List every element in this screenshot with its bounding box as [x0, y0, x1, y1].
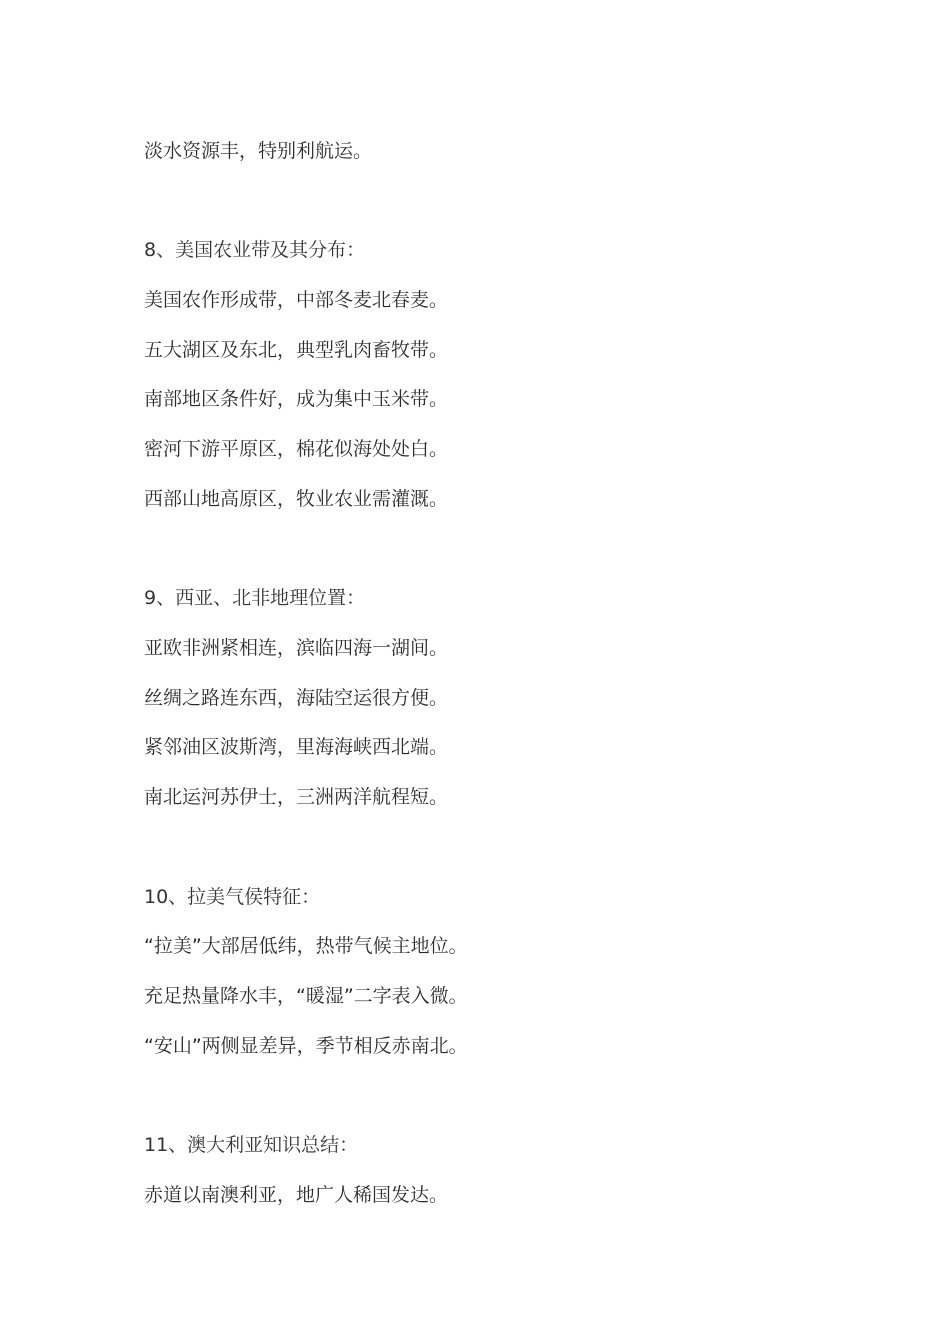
section-heading-10: 10、拉美气侯特征：	[144, 886, 321, 908]
verse-line: 赤道以南澳利亚，地广人稀国发达。	[144, 1184, 449, 1206]
verse-line: 充足热量降水丰，“暖湿”二字表入微。	[144, 985, 468, 1007]
verse-line: 南部地区条件好，成为集中玉米带。	[144, 388, 449, 410]
section-heading-11: 11、澳大利亚知识总结：	[144, 1134, 359, 1156]
verse-line: 西部山地高原区，牧业农业需灌溉。	[144, 488, 449, 510]
verse-line: 美国农作形成带，中部冬麦北春麦。	[144, 289, 449, 311]
section-heading-9: 9、西亚、北非地理位置：	[144, 587, 366, 609]
verse-line: 密河下游平原区，棉花似海处处白。	[144, 438, 449, 460]
verse-line: “安山”两侧显差异，季节相反赤南北。	[144, 1035, 468, 1057]
verse-line: 南北运河苏伊士，三洲两洋航程短。	[144, 786, 449, 808]
section-heading-8: 8、美国农业带及其分布：	[144, 239, 366, 261]
verse-line: 五大湖区及东北，典型乳肉畜牧带。	[144, 339, 449, 361]
verse-line: 紧邻油区波斯湾，里海海峡西北端。	[144, 736, 449, 758]
verse-line: 亚欧非洲紧相连，滨临四海一湖间。	[144, 637, 449, 659]
lead-line: 淡水资源丰，特别利航运。	[144, 140, 373, 162]
verse-line: “拉美”大部居低纬，热带气候主地位。	[144, 935, 468, 957]
verse-line: 丝绸之路连东西，海陆空运很方便。	[144, 687, 449, 709]
